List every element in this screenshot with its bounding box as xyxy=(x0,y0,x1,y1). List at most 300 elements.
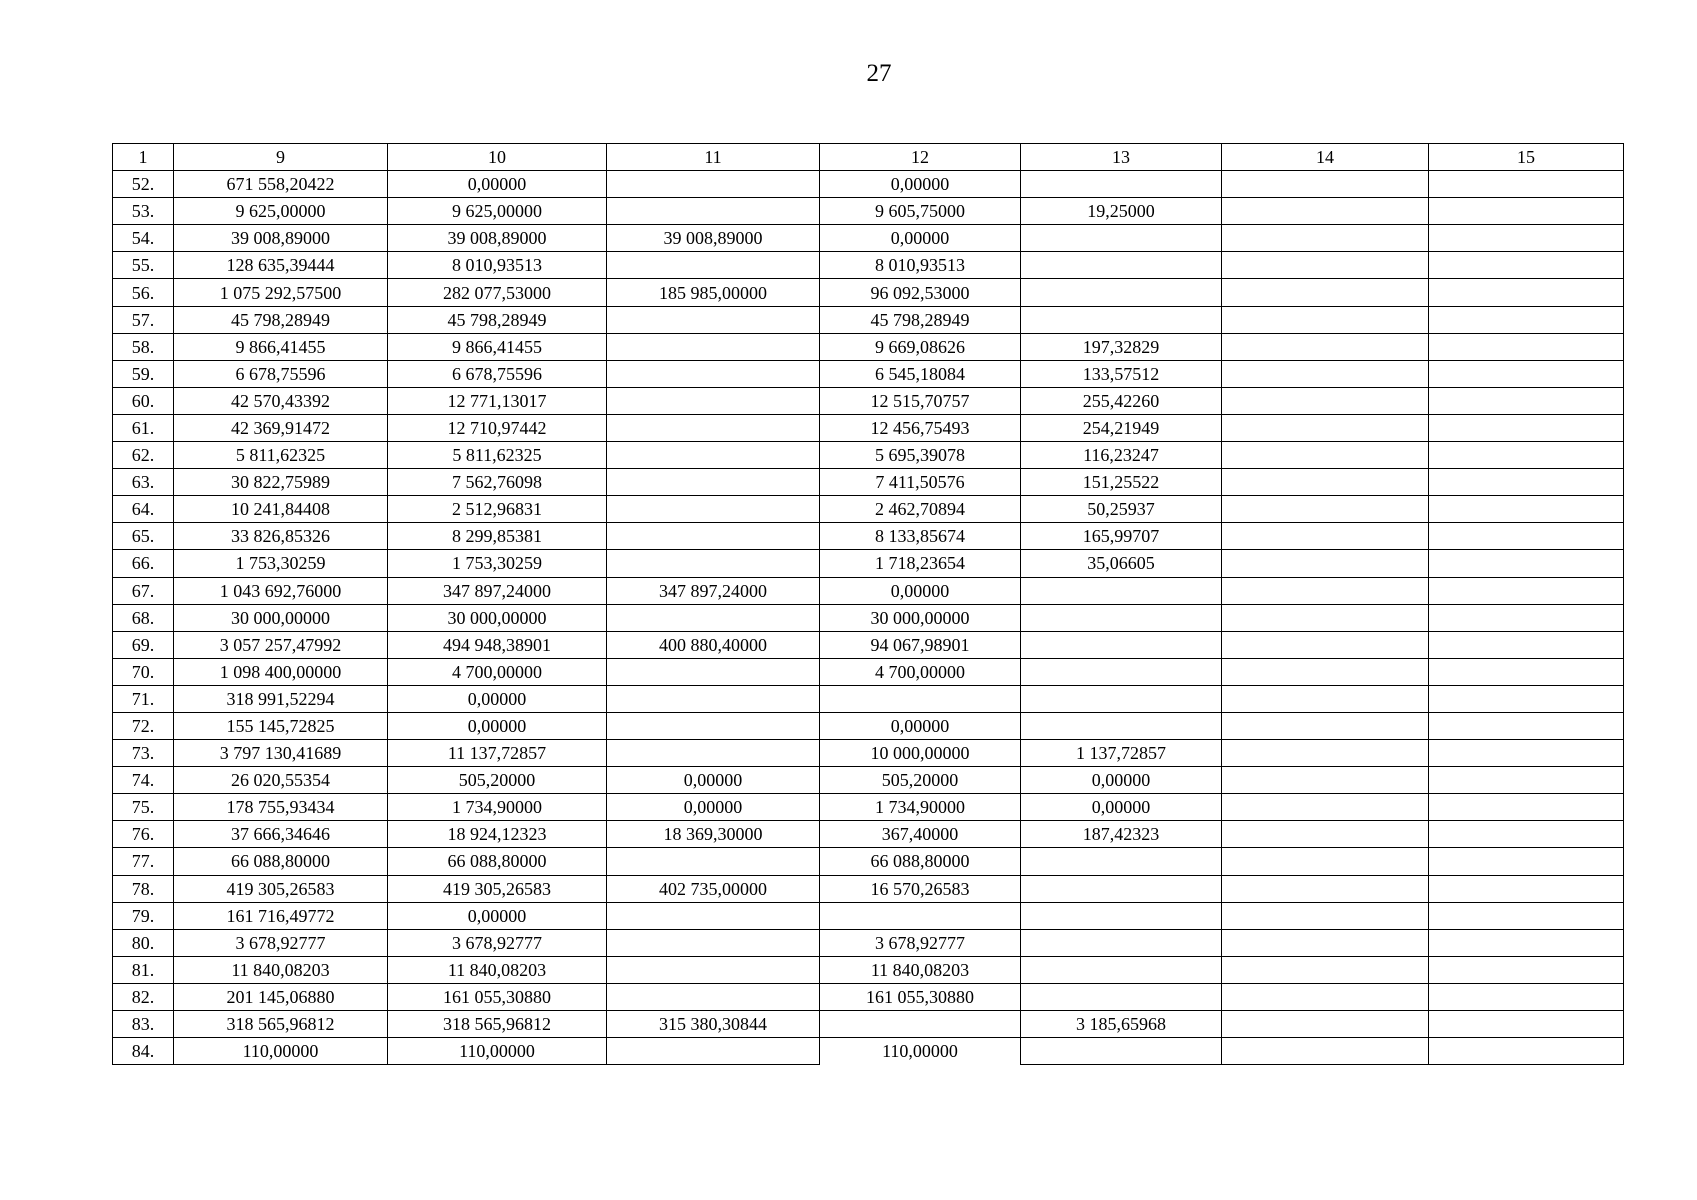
table-cell xyxy=(1429,496,1624,523)
table-cell xyxy=(1429,685,1624,712)
table-cell: 315 380,30844 xyxy=(607,1011,820,1038)
table-cell xyxy=(607,442,820,469)
table-cell: 0,00000 xyxy=(388,902,607,929)
table-cell: 318 565,96812 xyxy=(174,1011,388,1038)
table-cell: 9 605,75000 xyxy=(820,198,1021,225)
row-number-cell: 59. xyxy=(113,360,174,387)
row-number-cell: 76. xyxy=(113,821,174,848)
table-row xyxy=(113,279,1624,306)
table-row xyxy=(113,252,1624,279)
table-cell xyxy=(607,712,820,739)
row-number-cell: 57. xyxy=(113,306,174,333)
table-row xyxy=(113,821,1624,848)
column-header: 11 xyxy=(607,144,820,171)
table-cell xyxy=(1222,685,1429,712)
row-number-cell: 73. xyxy=(113,740,174,767)
table-cell: 6 678,75596 xyxy=(174,360,388,387)
table-cell xyxy=(1021,875,1222,902)
table-row xyxy=(113,171,1624,198)
table-row xyxy=(113,956,1624,983)
row-number-cell: 58. xyxy=(113,333,174,360)
table-cell: 8 299,85381 xyxy=(388,523,607,550)
row-number-cell: 82. xyxy=(113,983,174,1010)
table-cell xyxy=(1429,794,1624,821)
row-number-cell: 84. xyxy=(113,1038,174,1065)
table-cell xyxy=(607,658,820,685)
table-cell xyxy=(1222,848,1429,875)
table-cell: 4 700,00000 xyxy=(388,658,607,685)
table-cell xyxy=(1021,279,1222,306)
row-number-cell: 79. xyxy=(113,902,174,929)
table-cell xyxy=(820,902,1021,929)
table-cell: 0,00000 xyxy=(820,171,1021,198)
table-cell xyxy=(1429,604,1624,631)
table-cell xyxy=(1222,279,1429,306)
table-cell xyxy=(1429,387,1624,414)
table-cell xyxy=(1021,604,1222,631)
table-cell xyxy=(1429,414,1624,441)
column-header: 12 xyxy=(820,144,1021,171)
table-cell: 11 840,08203 xyxy=(820,956,1021,983)
table-row xyxy=(113,496,1624,523)
table-cell xyxy=(1222,875,1429,902)
table-cell: 16 570,26583 xyxy=(820,875,1021,902)
table-cell xyxy=(1222,658,1429,685)
table-cell xyxy=(1222,442,1429,469)
table-cell: 201 145,06880 xyxy=(174,983,388,1010)
table-cell: 1 075 292,57500 xyxy=(174,279,388,306)
table-cell xyxy=(607,306,820,333)
table-cell: 94 067,98901 xyxy=(820,631,1021,658)
table-cell: 505,20000 xyxy=(388,767,607,794)
table-cell: 33 826,85326 xyxy=(174,523,388,550)
table-cell xyxy=(1429,848,1624,875)
table-cell: 5 811,62325 xyxy=(174,442,388,469)
table-cell: 1 734,90000 xyxy=(820,794,1021,821)
table-cell xyxy=(1021,252,1222,279)
table-body xyxy=(113,171,1624,1065)
row-number-cell: 66. xyxy=(113,550,174,577)
table-cell: 39 008,89000 xyxy=(174,225,388,252)
table-cell: 128 635,39444 xyxy=(174,252,388,279)
table-cell: 0,00000 xyxy=(820,577,1021,604)
table-cell: 0,00000 xyxy=(388,171,607,198)
table-cell: 12 710,97442 xyxy=(388,414,607,441)
table-cell xyxy=(607,1038,820,1065)
row-number-cell: 72. xyxy=(113,712,174,739)
row-number-cell: 61. xyxy=(113,414,174,441)
row-number-cell: 63. xyxy=(113,469,174,496)
table-cell xyxy=(1021,848,1222,875)
table-cell xyxy=(1429,929,1624,956)
table-row xyxy=(113,929,1624,956)
table-cell: 45 798,28949 xyxy=(174,306,388,333)
table-cell: 1 753,30259 xyxy=(174,550,388,577)
table-cell xyxy=(1222,198,1429,225)
table-cell: 161 055,30880 xyxy=(388,983,607,1010)
table-cell: 18 369,30000 xyxy=(607,821,820,848)
table-cell xyxy=(1429,740,1624,767)
table-header-row xyxy=(113,144,1624,171)
table-cell: 30 822,75989 xyxy=(174,469,388,496)
table-cell: 3 678,92777 xyxy=(820,929,1021,956)
table-row xyxy=(113,983,1624,1010)
table-row xyxy=(113,848,1624,875)
table-cell xyxy=(1222,171,1429,198)
table-cell xyxy=(1429,360,1624,387)
table-cell: 178 755,93434 xyxy=(174,794,388,821)
table-cell: 151,25522 xyxy=(1021,469,1222,496)
table-cell: 197,32829 xyxy=(1021,333,1222,360)
table-cell xyxy=(1222,252,1429,279)
table-cell xyxy=(1222,550,1429,577)
table-cell: 12 515,70757 xyxy=(820,387,1021,414)
table-cell xyxy=(1429,1038,1624,1065)
table-cell: 42 570,43392 xyxy=(174,387,388,414)
column-header: 1 xyxy=(113,144,174,171)
table-row xyxy=(113,685,1624,712)
table-cell: 347 897,24000 xyxy=(607,577,820,604)
table-cell xyxy=(1429,821,1624,848)
table-cell xyxy=(1429,523,1624,550)
table-cell xyxy=(1222,225,1429,252)
table-cell xyxy=(1222,767,1429,794)
table-cell: 3 678,92777 xyxy=(388,929,607,956)
table-cell: 110,00000 xyxy=(820,1038,1021,1065)
table-cell: 9 866,41455 xyxy=(388,333,607,360)
table-cell: 5 695,39078 xyxy=(820,442,1021,469)
table-cell xyxy=(1222,740,1429,767)
table-cell xyxy=(1021,577,1222,604)
table-cell: 7 562,76098 xyxy=(388,469,607,496)
table-cell xyxy=(1021,956,1222,983)
table-cell xyxy=(1429,171,1624,198)
table-cell: 45 798,28949 xyxy=(820,306,1021,333)
table-cell xyxy=(1222,604,1429,631)
table-cell: 11 840,08203 xyxy=(174,956,388,983)
table-row xyxy=(113,360,1624,387)
page-number: 27 xyxy=(866,60,892,87)
table-cell: 3 057 257,47992 xyxy=(174,631,388,658)
table-row xyxy=(113,712,1624,739)
table-cell: 9 669,08626 xyxy=(820,333,1021,360)
row-number-cell: 53. xyxy=(113,198,174,225)
table-cell: 26 020,55354 xyxy=(174,767,388,794)
table-cell: 1 753,30259 xyxy=(388,550,607,577)
table-cell: 0,00000 xyxy=(607,767,820,794)
table-cell: 7 411,50576 xyxy=(820,469,1021,496)
table-cell xyxy=(1222,956,1429,983)
table-cell: 66 088,80000 xyxy=(820,848,1021,875)
table-cell: 2 512,96831 xyxy=(388,496,607,523)
table-cell: 255,42260 xyxy=(1021,387,1222,414)
row-number-cell: 70. xyxy=(113,658,174,685)
table-cell xyxy=(1222,414,1429,441)
table-cell: 419 305,26583 xyxy=(388,875,607,902)
table-cell: 37 666,34646 xyxy=(174,821,388,848)
table-cell: 282 077,53000 xyxy=(388,279,607,306)
table-cell xyxy=(1429,658,1624,685)
table-cell xyxy=(1429,902,1624,929)
table-cell xyxy=(1222,360,1429,387)
table-row xyxy=(113,794,1624,821)
table-row xyxy=(113,875,1624,902)
table-row xyxy=(113,767,1624,794)
table-cell: 0,00000 xyxy=(1021,767,1222,794)
table-cell xyxy=(1222,902,1429,929)
table-cell: 96 092,53000 xyxy=(820,279,1021,306)
row-number-cell: 56. xyxy=(113,279,174,306)
table-cell xyxy=(1222,794,1429,821)
table-cell xyxy=(1021,631,1222,658)
table-cell: 347 897,24000 xyxy=(388,577,607,604)
table-cell xyxy=(607,550,820,577)
table-row xyxy=(113,198,1624,225)
table-cell: 6 678,75596 xyxy=(388,360,607,387)
table-cell xyxy=(607,198,820,225)
table-cell: 155 145,72825 xyxy=(174,712,388,739)
data-table xyxy=(112,143,1624,1065)
table-row xyxy=(113,523,1624,550)
table-row xyxy=(113,902,1624,929)
table-cell: 161 055,30880 xyxy=(820,983,1021,1010)
table-cell xyxy=(1021,902,1222,929)
table-cell xyxy=(607,956,820,983)
table-cell: 18 924,12323 xyxy=(388,821,607,848)
table-cell xyxy=(1021,1038,1222,1065)
table-cell: 400 880,40000 xyxy=(607,631,820,658)
row-number-cell: 69. xyxy=(113,631,174,658)
table-row xyxy=(113,577,1624,604)
table-cell: 8 010,93513 xyxy=(820,252,1021,279)
row-number-cell: 65. xyxy=(113,523,174,550)
table-cell: 12 456,75493 xyxy=(820,414,1021,441)
table-cell: 1 718,23654 xyxy=(820,550,1021,577)
table-cell xyxy=(1429,306,1624,333)
table-cell xyxy=(1429,956,1624,983)
table-cell xyxy=(1429,442,1624,469)
row-number-cell: 80. xyxy=(113,929,174,956)
row-number-cell: 60. xyxy=(113,387,174,414)
table-cell: 3 678,92777 xyxy=(174,929,388,956)
table-cell xyxy=(1429,550,1624,577)
table-cell xyxy=(1429,712,1624,739)
table-cell xyxy=(1021,225,1222,252)
table-cell: 30 000,00000 xyxy=(388,604,607,631)
row-number-cell: 81. xyxy=(113,956,174,983)
table-cell: 11 137,72857 xyxy=(388,740,607,767)
table-cell: 9 625,00000 xyxy=(174,198,388,225)
table-cell: 4 700,00000 xyxy=(820,658,1021,685)
table-cell: 671 558,20422 xyxy=(174,171,388,198)
table-cell: 3 185,65968 xyxy=(1021,1011,1222,1038)
table-cell xyxy=(1021,685,1222,712)
table-cell xyxy=(1021,929,1222,956)
table-cell: 45 798,28949 xyxy=(388,306,607,333)
table-cell: 494 948,38901 xyxy=(388,631,607,658)
table-cell xyxy=(1429,279,1624,306)
column-header: 13 xyxy=(1021,144,1222,171)
row-number-cell: 68. xyxy=(113,604,174,631)
table-cell xyxy=(1021,712,1222,739)
row-number-cell: 52. xyxy=(113,171,174,198)
table-cell: 1 137,72857 xyxy=(1021,740,1222,767)
table-row xyxy=(113,442,1624,469)
table-cell xyxy=(1222,387,1429,414)
table-cell xyxy=(1429,983,1624,1010)
table-row xyxy=(113,1011,1624,1038)
table-cell: 12 771,13017 xyxy=(388,387,607,414)
table-cell: 0,00000 xyxy=(607,794,820,821)
row-number-cell: 75. xyxy=(113,794,174,821)
table-cell xyxy=(607,469,820,496)
table-cell: 318 991,52294 xyxy=(174,685,388,712)
table-cell xyxy=(1222,631,1429,658)
row-number-cell: 83. xyxy=(113,1011,174,1038)
table-cell xyxy=(1429,225,1624,252)
table-row xyxy=(113,306,1624,333)
table-cell: 254,21949 xyxy=(1021,414,1222,441)
table-cell xyxy=(607,360,820,387)
table-cell xyxy=(1021,658,1222,685)
table-cell xyxy=(1222,306,1429,333)
table-cell xyxy=(1222,577,1429,604)
table-cell: 39 008,89000 xyxy=(388,225,607,252)
table-cell xyxy=(1429,577,1624,604)
table-cell: 6 545,18084 xyxy=(820,360,1021,387)
table-cell xyxy=(607,604,820,631)
table-cell xyxy=(820,685,1021,712)
table-cell: 35,06605 xyxy=(1021,550,1222,577)
table-cell xyxy=(1429,631,1624,658)
table-cell: 0,00000 xyxy=(820,225,1021,252)
table-cell: 30 000,00000 xyxy=(174,604,388,631)
table-cell xyxy=(1429,252,1624,279)
row-number-cell: 74. xyxy=(113,767,174,794)
column-header: 10 xyxy=(388,144,607,171)
table-cell: 42 369,91472 xyxy=(174,414,388,441)
table-cell xyxy=(607,333,820,360)
table-cell xyxy=(1429,333,1624,360)
table-cell: 367,40000 xyxy=(820,821,1021,848)
table-cell: 0,00000 xyxy=(1021,794,1222,821)
table-cell: 187,42323 xyxy=(1021,821,1222,848)
table-cell: 161 716,49772 xyxy=(174,902,388,929)
table-cell: 1 043 692,76000 xyxy=(174,577,388,604)
table-cell: 9 866,41455 xyxy=(174,333,388,360)
table-cell xyxy=(607,902,820,929)
row-number-cell: 62. xyxy=(113,442,174,469)
table-cell: 318 565,96812 xyxy=(388,1011,607,1038)
row-number-cell: 55. xyxy=(113,252,174,279)
table-cell: 39 008,89000 xyxy=(607,225,820,252)
table-cell: 1 098 400,00000 xyxy=(174,658,388,685)
table-cell xyxy=(1222,496,1429,523)
table-cell: 110,00000 xyxy=(388,1038,607,1065)
table-cell xyxy=(1222,1038,1429,1065)
table-cell: 133,57512 xyxy=(1021,360,1222,387)
table-cell: 0,00000 xyxy=(388,712,607,739)
table-cell xyxy=(607,523,820,550)
table-cell: 19,25000 xyxy=(1021,198,1222,225)
table-cell xyxy=(1222,333,1429,360)
table-cell xyxy=(607,685,820,712)
table-cell: 110,00000 xyxy=(174,1038,388,1065)
table-cell xyxy=(607,983,820,1010)
table-row xyxy=(113,387,1624,414)
table-cell: 0,00000 xyxy=(388,685,607,712)
table-cell xyxy=(1429,469,1624,496)
table-cell xyxy=(1222,1011,1429,1038)
table-cell xyxy=(1429,875,1624,902)
table-cell: 402 735,00000 xyxy=(607,875,820,902)
table-row xyxy=(113,604,1624,631)
table-cell xyxy=(1222,821,1429,848)
table-cell: 30 000,00000 xyxy=(820,604,1021,631)
table-cell: 8 133,85674 xyxy=(820,523,1021,550)
table-cell xyxy=(820,1011,1021,1038)
row-number-cell: 77. xyxy=(113,848,174,875)
table-cell xyxy=(1222,469,1429,496)
table-cell xyxy=(1222,983,1429,1010)
row-number-cell: 71. xyxy=(113,685,174,712)
table-cell: 3 797 130,41689 xyxy=(174,740,388,767)
table-row xyxy=(113,631,1624,658)
table-cell: 505,20000 xyxy=(820,767,1021,794)
table-cell xyxy=(1429,198,1624,225)
row-number-cell: 54. xyxy=(113,225,174,252)
table-cell: 165,99707 xyxy=(1021,523,1222,550)
table-row xyxy=(113,225,1624,252)
table-cell: 116,23247 xyxy=(1021,442,1222,469)
table-cell xyxy=(607,171,820,198)
table-cell: 419 305,26583 xyxy=(174,875,388,902)
row-number-cell: 64. xyxy=(113,496,174,523)
table-cell: 50,25937 xyxy=(1021,496,1222,523)
column-header: 15 xyxy=(1429,144,1624,171)
table-row xyxy=(113,658,1624,685)
table-cell: 185 985,00000 xyxy=(607,279,820,306)
table-cell: 10 000,00000 xyxy=(820,740,1021,767)
table-cell xyxy=(607,929,820,956)
table-cell xyxy=(607,414,820,441)
table-cell: 9 625,00000 xyxy=(388,198,607,225)
table-row xyxy=(113,333,1624,360)
table-cell xyxy=(1021,306,1222,333)
table-cell: 66 088,80000 xyxy=(388,848,607,875)
table-cell xyxy=(607,252,820,279)
row-number-cell: 78. xyxy=(113,875,174,902)
table-cell: 1 734,90000 xyxy=(388,794,607,821)
table-cell xyxy=(1222,712,1429,739)
table-cell: 66 088,80000 xyxy=(174,848,388,875)
table-cell xyxy=(607,387,820,414)
row-number-cell: 67. xyxy=(113,577,174,604)
table-cell xyxy=(1222,929,1429,956)
table-cell xyxy=(607,740,820,767)
table-cell xyxy=(1021,983,1222,1010)
table-row xyxy=(113,550,1624,577)
table-cell: 11 840,08203 xyxy=(388,956,607,983)
table-cell: 0,00000 xyxy=(820,712,1021,739)
table-cell xyxy=(607,848,820,875)
table-cell xyxy=(1021,171,1222,198)
table-cell: 8 010,93513 xyxy=(388,252,607,279)
table-cell: 10 241,84408 xyxy=(174,496,388,523)
table-cell xyxy=(607,496,820,523)
table-cell xyxy=(1222,523,1429,550)
column-header: 14 xyxy=(1222,144,1429,171)
